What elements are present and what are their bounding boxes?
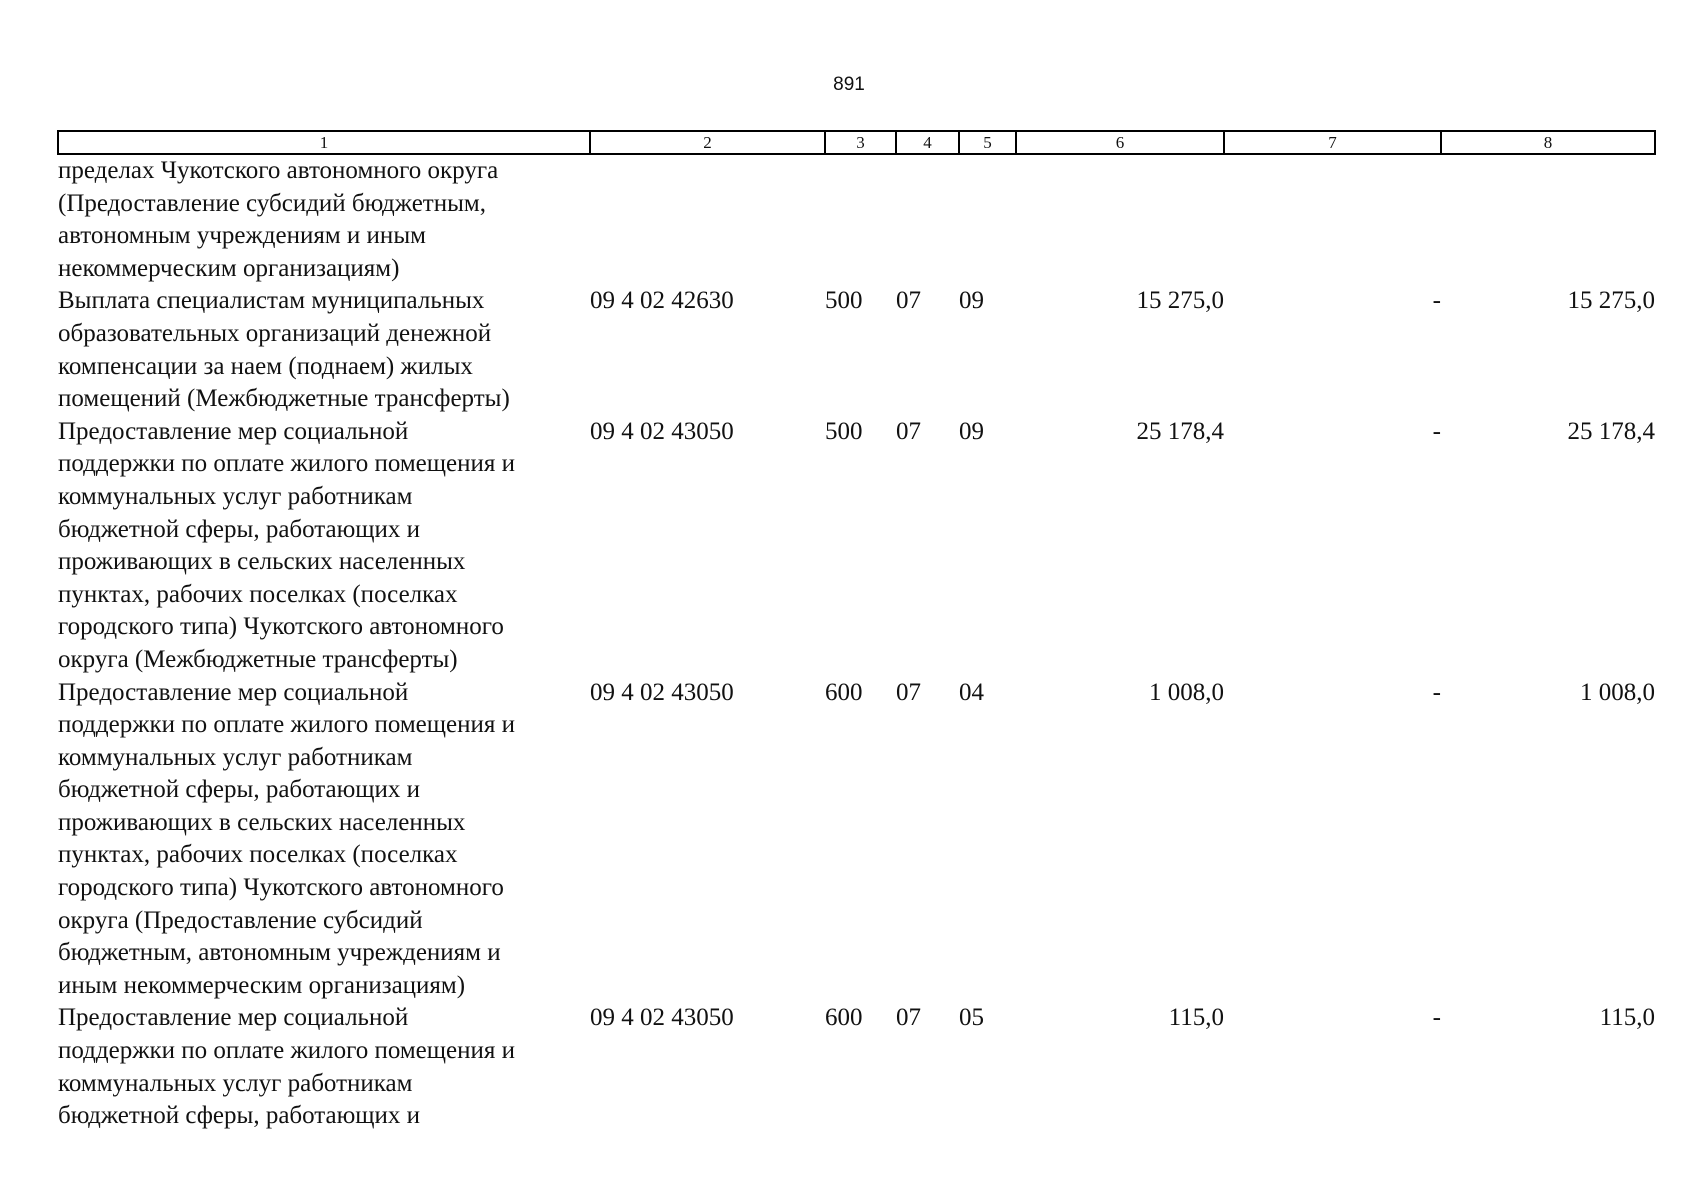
subsection-code: 09: [959, 417, 984, 445]
description-line: Предоставление мер социальной: [58, 417, 409, 445]
section-code: 07: [896, 417, 921, 445]
table-row: [58, 1002, 1655, 1132]
expense-type-code: 600: [825, 678, 863, 706]
section-code: [896, 154, 959, 285]
description-line: округа (Предоставление субсидий: [58, 906, 423, 934]
expense-type-code: [825, 154, 896, 285]
table-row: [58, 285, 1655, 415]
description-line: проживающих в сельских населенных: [58, 548, 466, 576]
section-code: 07: [896, 287, 921, 315]
subsection-code: 05: [959, 1004, 984, 1032]
description-line: коммунальных услуг работникам: [58, 1069, 413, 1097]
expense-type-code: 500: [825, 287, 863, 315]
description-line: коммунальных услуг работникам: [58, 743, 413, 771]
subsection-code: [959, 154, 1016, 285]
section-code: 07: [896, 1004, 921, 1032]
description-line: помещений (Межбюджетные трансферты): [58, 385, 510, 413]
column-number-2: 2: [590, 131, 825, 154]
description-line: компенсации за наем (поднаем) жилых: [58, 352, 473, 380]
target-article-code: 09 4 02 43050: [590, 678, 734, 706]
description-line: поддержки по оплате жилого помещения и: [58, 711, 516, 739]
column-number-row: [58, 131, 1655, 154]
amount-value: 15 275,0: [1136, 287, 1224, 315]
row-description: [58, 1002, 590, 1132]
amount-value: [1016, 154, 1224, 285]
page-number: 891: [833, 74, 865, 95]
column-number-1: 1: [58, 131, 590, 154]
subsection-code: 09: [959, 287, 984, 315]
description-line: Предоставление мер социальной: [58, 678, 409, 706]
column-number-3: 3: [825, 131, 896, 154]
description-line: пунктах, рабочих поселках (поселках: [58, 841, 458, 869]
table-row: [58, 677, 1655, 1003]
description-line: пунктах, рабочих поселках (поселках: [58, 580, 458, 608]
target-article-code: 09 4 02 43050: [590, 417, 734, 445]
description-line: автономным учреждениям и иным: [58, 222, 426, 250]
row-description: [58, 154, 590, 285]
change-value: -: [1432, 678, 1441, 706]
description-line: городского типа) Чукотского автономного: [58, 613, 504, 641]
target-article-code: 09 4 02 43050: [590, 1004, 734, 1032]
row-description: [58, 416, 590, 677]
description-line: Предоставление мер социальной: [58, 1004, 409, 1032]
target-article-code: 09 4 02 42630: [590, 287, 734, 315]
description-line: образовательных организаций денежной: [58, 319, 492, 347]
description-line: некоммерческим организациям): [58, 254, 400, 282]
amount-value: 1 008,0: [1149, 678, 1224, 706]
change-value: -: [1432, 287, 1441, 315]
subsection-code: 04: [959, 678, 984, 706]
description-line: бюджетной сферы, работающих и: [58, 776, 421, 804]
description-line: поддержки по оплате жилого помещения и: [58, 1037, 516, 1065]
column-number-6: 6: [1016, 131, 1224, 154]
total-value: 15 275,0: [1567, 287, 1655, 315]
column-number-7: 7: [1224, 131, 1441, 154]
description-line: бюджетной сферы, работающих и: [58, 515, 421, 543]
description-line: бюджетным, автономным учреждениям и: [58, 939, 501, 967]
row-description: [58, 285, 590, 415]
description-line: иным некоммерческим организациям): [58, 971, 466, 999]
amount-value: 115,0: [1168, 1004, 1224, 1032]
row-description: [58, 677, 590, 1003]
column-number-4: 4: [896, 131, 959, 154]
description-line: Выплата специалистам муниципальных: [58, 287, 485, 315]
amount-value: 25 178,4: [1136, 417, 1224, 445]
total-value: 25 178,4: [1567, 417, 1655, 445]
description-line: (Предоставление субсидий бюджетным,: [58, 189, 486, 217]
expense-type-code: 500: [825, 417, 863, 445]
table-row: [58, 154, 1655, 285]
change-value: -: [1432, 417, 1441, 445]
target-article-code: [590, 154, 825, 285]
change-value: [1224, 154, 1441, 285]
description-line: бюджетной сферы, работающих и: [58, 1102, 421, 1130]
column-number-5: 5: [959, 131, 1016, 154]
change-value: -: [1432, 1004, 1441, 1032]
description-line: округа (Межбюджетные трансферты): [58, 645, 458, 673]
description-line: поддержки по оплате жилого помещения и: [58, 450, 516, 478]
table-row: [58, 416, 1655, 677]
expense-type-code: 600: [825, 1004, 863, 1032]
total-value: 115,0: [1599, 1004, 1655, 1032]
description-line: пределах Чукотского автономного округа: [58, 157, 499, 184]
description-line: городского типа) Чукотского автономного: [58, 874, 504, 902]
total-value: [1441, 154, 1655, 285]
section-code: 07: [896, 678, 921, 706]
budget-table: [57, 130, 1656, 1133]
description-line: коммунальных услуг работникам: [58, 482, 413, 510]
column-number-8: 8: [1441, 131, 1655, 154]
description-line: проживающих в сельских населенных: [58, 808, 466, 836]
total-value: 1 008,0: [1580, 678, 1655, 706]
